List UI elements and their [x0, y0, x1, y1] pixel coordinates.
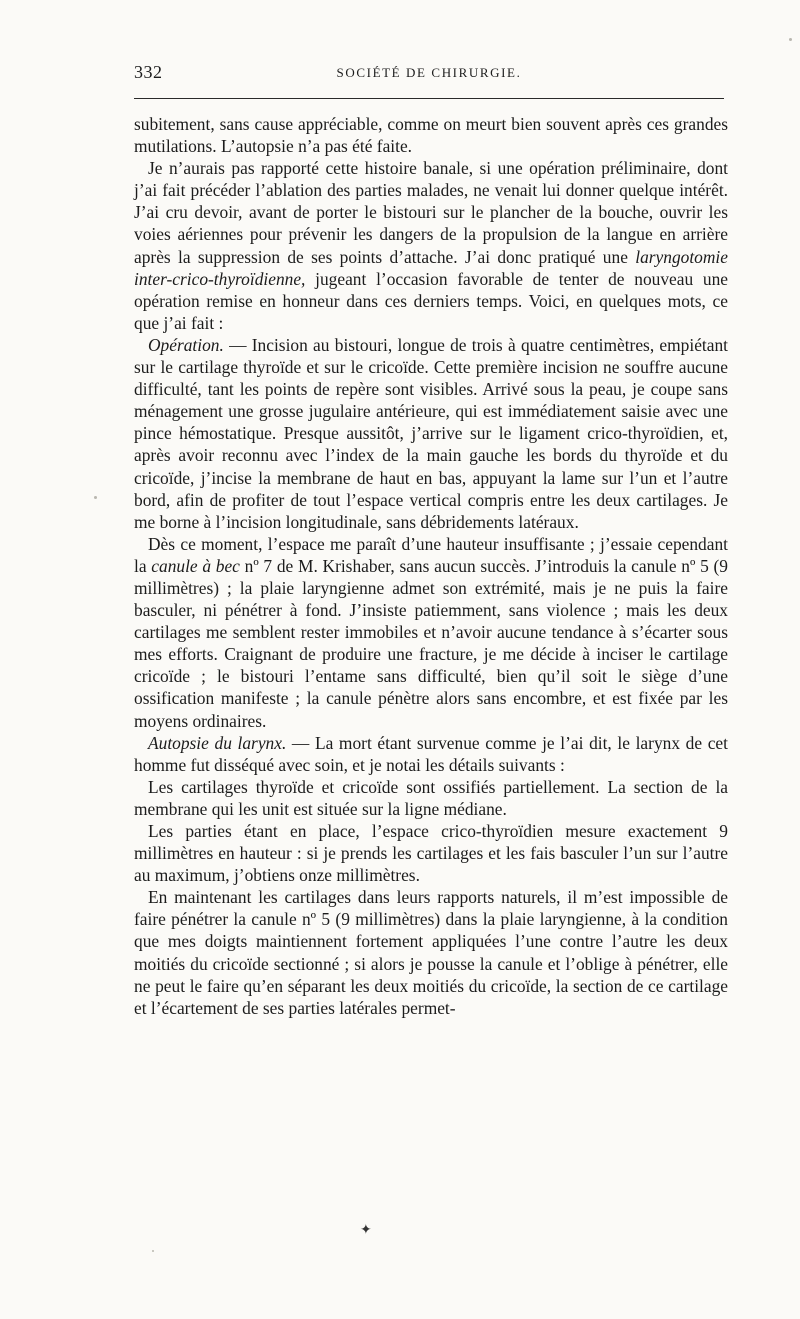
paragraph-5 — [134, 732, 728, 776]
page-header — [134, 62, 724, 86]
paragraph-5-text: — La mort étant survenue comme je l’ai dit, le larynx de cet homme fut disséqué avec soin, et je notai les détails suivants : — [134, 732, 728, 775]
header-rule — [134, 98, 724, 99]
paragraph-1: subitement, sans cause appréciable, comme on meurt bien souvent après ces grandes mutilations. L’autopsie n’a pas été faite. — [134, 114, 728, 157]
page-number: 332 — [134, 62, 163, 82]
paper-speck — [789, 38, 792, 41]
paragraph-2 — [134, 157, 728, 334]
paragraph-7: Les parties étant en place, l’espace crico-thyroïdien mesure exactement 9 millimètres en hauteur : si je prends les cartilages et les fais basculer l’un sur l’autre au maximum, j’obtiens onze millimètres. — [134, 821, 728, 886]
paragraph-2-text-b: jugeant l’occasion favorable de tenter de nouveau une opération remise en honneur dans ces derniers temps. Voici, en quelques mots, ce que j’ai fait : — [134, 268, 728, 333]
paragraph-6: Les cartilages thyroïde et cricoïde sont ossifiés partiellement. La section de la membrane qui les unit est située sur la ligne médiane. — [134, 776, 728, 819]
paragraph-3-heading: Opération. — [148, 334, 224, 355]
paragraph-3 — [134, 334, 728, 533]
paragraph-4-text-b: nº 7 de M. Krishaber, sans aucun succès. J’introduis la canule nº 5 (9 millimètres) ; la plaie laryngienne admet son extrémité, mais je ne puis la faire basculer, ni pénétrer à fond. J’insiste patiemment, sans violence ; mais les deux cartilages me semblent rester immobiles et n’avoir aucune tendance à s’écarter sous mes efforts. Craignant de produire une fracture, je me décide à inciser le cartilage cricoïde ; le bistouri l’entame sans difficulté, bien qu’il soit le siège d’une ossification manifeste ; la canule pénètre alors sans encombre, et est fixée par les moyens ordinaires. — [134, 555, 728, 731]
paragraph-4 — [134, 533, 728, 732]
paragraph-8: En maintenant les cartilages dans leurs rapports naturels, il m’est impossible de faire pénétrer la canule nº 5 (9 millimètres) dans la plaie laryngienne, à la condition que mes doigts maintiennent fortement appliquées l’une contre l’autre les deux moitiés du cricoïde sectionné ; si alors je pousse la canule et l’oblige à pénétrer, elle ne peut le faire qu’en séparant les deux moitiés du cricoïde, la section de ce cartilage et l’écartement de ses parties latérales permet- — [134, 887, 728, 1018]
body-text — [134, 113, 728, 1019]
paragraph-2-text-a: Je n’aurais pas rapporté cette histoire banale, si une opération préliminaire, dont j’ai fait précéder l’ablation des parties malades, ne venait lui donner quelque intérêt. J’ai cru devoir, avant de porter le bistouri sur le plancher de la bouche, ouvrir les voies aériennes pour prévenir les dangers de la propulsion de la langue en arrière après la suppression de ses points d’attache. J’ai donc pratiqué une — [134, 158, 728, 267]
paper-speck — [152, 1250, 154, 1252]
paragraph-2-italic: laryngotomie inter-crico-thyroïdienne, — [134, 246, 728, 289]
running-head: SOCIÉTÉ DE CHIRURGIE. — [336, 65, 522, 80]
paper-speck — [94, 496, 97, 499]
paragraph-4-italic: canule à bec — [151, 555, 240, 576]
paragraph-3-text: — Incision au bistouri, longue de trois à quatre centimètres, empiétant sur le cartilage thyroïde et sur le cricoïde. Cette première incision ne souffre aucune difficulté, tant les points de repère sont visibles. Arrivé sous la peau, je coupe sans ménagement une grosse jugulaire antérieure, qui est immédiatement saisie avec une pince hémostatique. Presque aussitôt, j’arrive sur le ligament crico-thyroïdien, et, après avoir reconnu avec l’index de la main gauche les bords du thyroïde et du cricoïde, j’incise la membrane de haut en bas, appuyant la lame sur l’un et l’autre bord, afin de profiter de tout l’espace vertical compris entre les deux cartilages. Je me borne à l’incision longitudinale, sans débridements latéraux. — [134, 334, 728, 532]
fleuron-ornament-icon: ✦ — [360, 1223, 372, 1238]
paragraph-4-text-a: Dès ce moment, l’espace me paraît d’une hauteur insuffisante ; j’essaie cependant la — [134, 533, 728, 576]
paragraph-5-heading: Autopsie du larynx. — [148, 732, 287, 753]
